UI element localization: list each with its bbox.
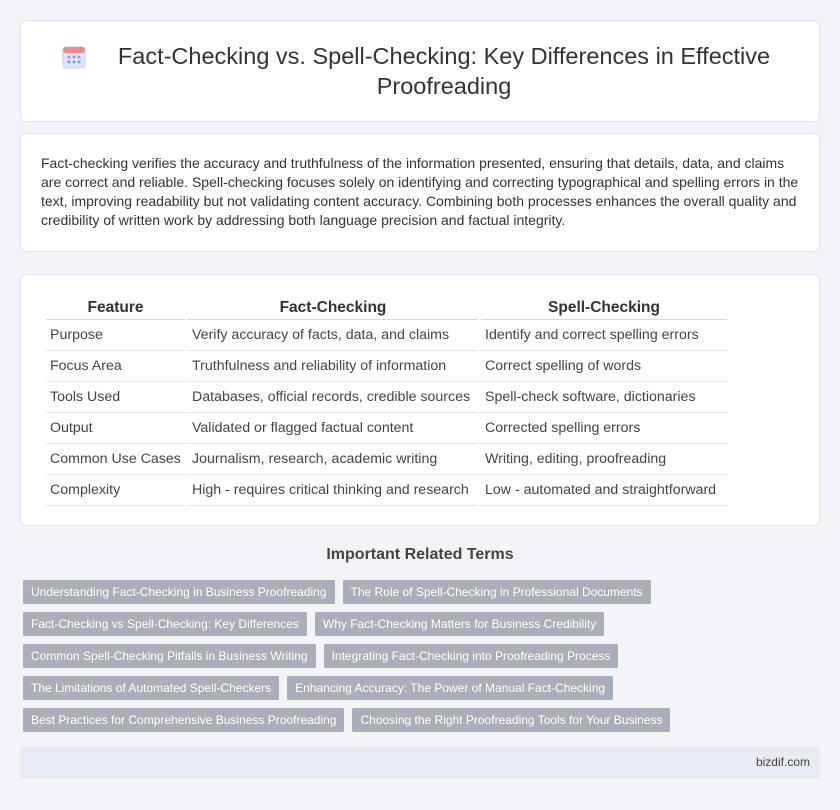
table-header-row — [46, 297, 727, 320]
calendar-grid-icon — [61, 44, 87, 70]
related-term-tag[interactable]: Choosing the Right Proofreading Tools for Your Business — [352, 708, 670, 732]
table-row — [46, 444, 727, 475]
table-cell: Truthfulness and reliability of information — [188, 351, 478, 382]
related-term-tag[interactable]: Fact-Checking vs Spell-Checking: Key Differences — [23, 612, 307, 636]
summary-card — [20, 133, 820, 252]
related-terms-tags — [23, 580, 823, 740]
comparison-table — [43, 297, 730, 506]
table-cell: High - requires critical thinking and research — [188, 475, 478, 506]
table-row — [46, 475, 727, 506]
table-row — [46, 320, 727, 351]
related-term-tag[interactable]: The Role of Spell-Checking in Professional Documents — [343, 580, 651, 604]
table-cell: Databases, official records, credible sources — [188, 382, 478, 413]
tag-row — [23, 644, 823, 668]
related-term-tag[interactable]: Common Spell-Checking Pitfalls in Business Writing — [23, 644, 316, 668]
tag-row — [23, 676, 823, 700]
related-term-tag[interactable]: Understanding Fact-Checking in Business Proofreading — [23, 580, 335, 604]
table-cell: Identify and correct spelling errors — [481, 320, 727, 351]
table-cell: Journalism, research, academic writing — [188, 444, 478, 475]
footer — [20, 746, 820, 779]
related-terms-title: Important Related Terms — [326, 546, 514, 563]
table-cell: Tools Used — [46, 382, 185, 413]
table-cell: Writing, editing, proofreading — [481, 444, 727, 475]
table-cell: Low - automated and straightforward — [481, 475, 727, 506]
footer-site-link[interactable]: bizdif.com — [755, 755, 810, 769]
table-cell: Output — [46, 413, 185, 444]
table-header: Spell-Checking — [481, 297, 727, 320]
table-cell: Purpose — [46, 320, 185, 351]
related-term-tag[interactable]: Enhancing Accuracy: The Power of Manual Fact-Checking — [287, 676, 613, 700]
table-cell: Verify accuracy of facts, data, and claims — [188, 320, 478, 351]
related-term-tag[interactable]: Best Practices for Comprehensive Business Proofreading — [23, 708, 344, 732]
page-title: Fact-Checking vs. Spell-Checking: Key Differences in Effective Proofreading — [117, 43, 771, 99]
table-cell: Corrected spelling errors — [481, 413, 727, 444]
table-row — [46, 382, 727, 413]
tag-row — [23, 708, 823, 732]
related-term-tag[interactable]: The Limitations of Automated Spell-Checkers — [23, 676, 279, 700]
table-row — [46, 351, 727, 382]
related-term-tag[interactable]: Why Fact-Checking Matters for Business Credibility — [315, 612, 604, 636]
table-header: Fact-Checking — [188, 297, 478, 320]
table-cell: Focus Area — [46, 351, 185, 382]
related-term-tag[interactable]: Integrating Fact-Checking into Proofreading Process — [324, 644, 619, 668]
comparison-table-card — [20, 274, 820, 526]
table-row — [46, 413, 727, 444]
table-cell: Common Use Cases — [46, 444, 185, 475]
table-cell: Complexity — [46, 475, 185, 506]
tag-row — [23, 612, 823, 636]
table-cell: Validated or flagged factual content — [188, 413, 478, 444]
tag-row — [23, 580, 823, 604]
summary-text: Fact-checking verifies the accuracy and truthfulness of the information presented, ensuring that details, data, and claims are correct and reliable. Spell-checking focuses solely on identifying and correcting typographical and spelling errors in the text, improving readability but not validating content accuracy. Combining both processes enhances the overall quality and credibility of written work by addressing both language precision and factual integrity. — [41, 155, 799, 228]
header-card — [20, 20, 820, 122]
table-cell: Spell-check software, dictionaries — [481, 382, 727, 413]
table-header: Feature — [46, 297, 185, 320]
table-cell: Correct spelling of words — [481, 351, 727, 382]
